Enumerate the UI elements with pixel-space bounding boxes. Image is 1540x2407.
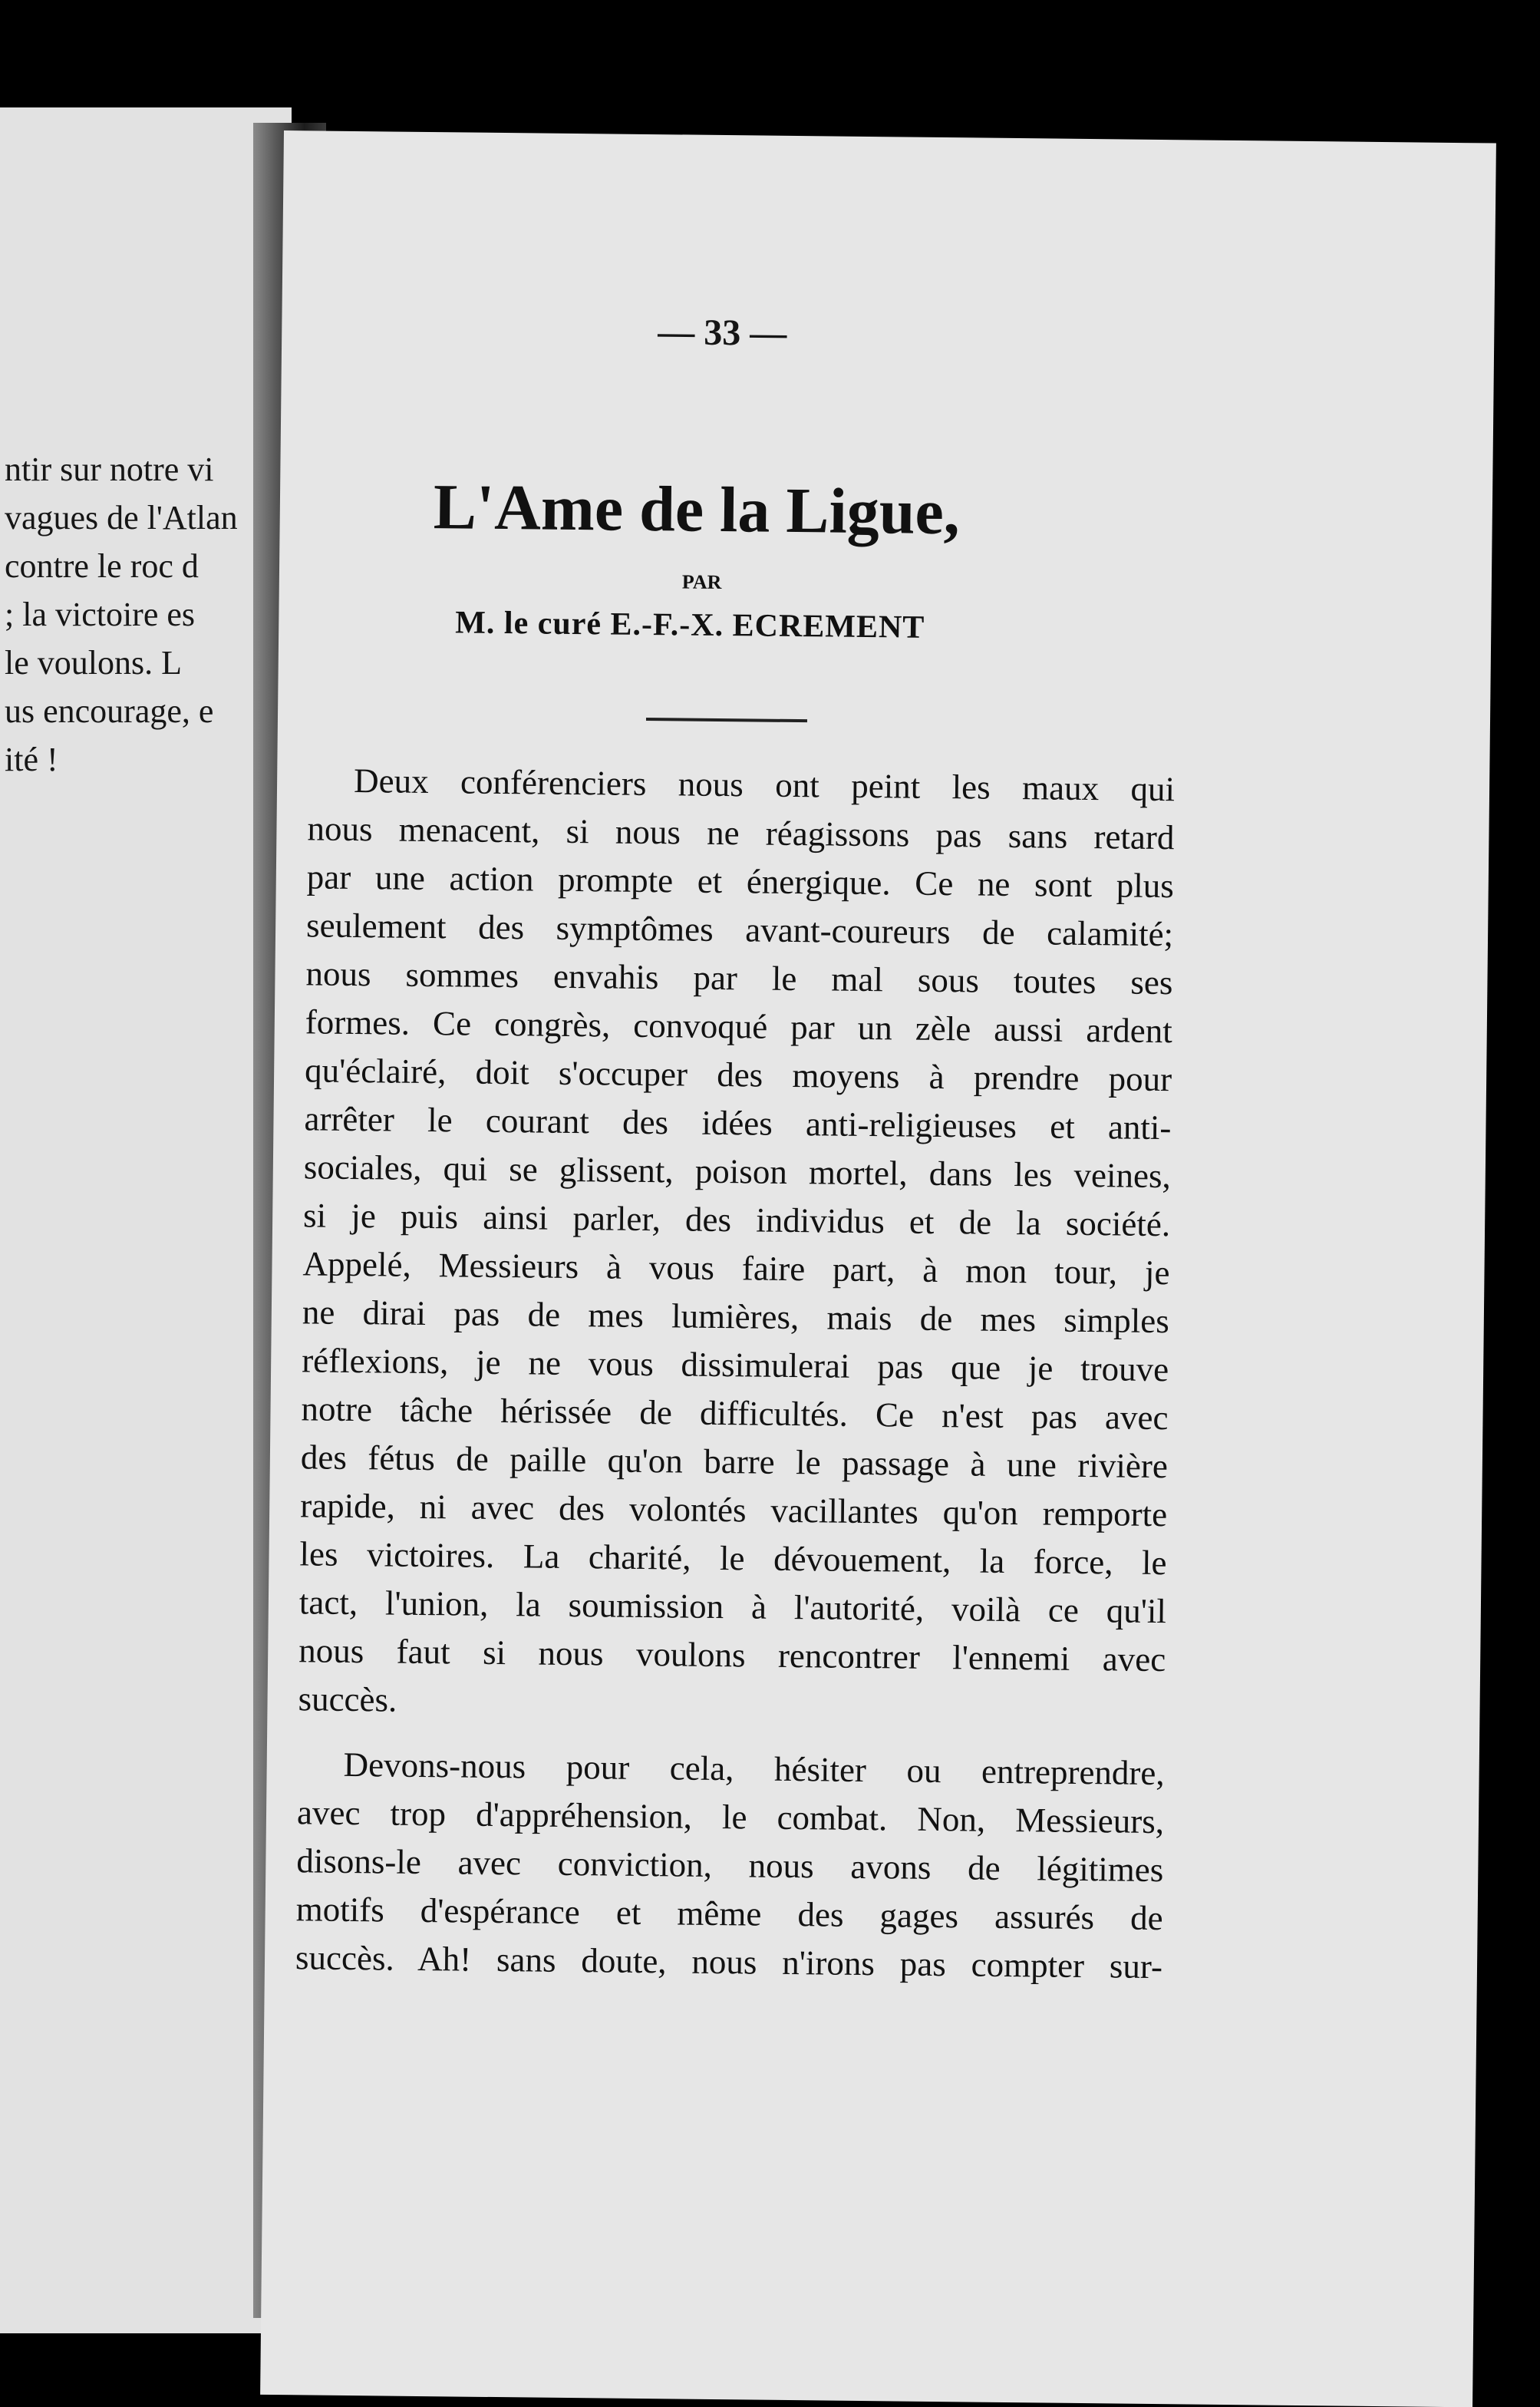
text-line: qu'éclairé, doit s'occuper des moyens à prendre pour — [304, 1051, 1172, 1099]
text-line: motifs d'espérance et même des gages assurés de — [295, 1890, 1163, 1938]
byline-par: PAR — [681, 570, 722, 594]
text-line: les victoires. La charité, le dévouement, la force, le — [299, 1534, 1167, 1583]
text-line: par une action prompte et énergique. Ce ne sont plus — [306, 857, 1175, 906]
text-line: succès. — [298, 1679, 397, 1719]
text-line: nous menacent, si nous ne réagissons pas sans retard — [307, 809, 1175, 857]
text-line: rapide, ni avec des volontés vacillantes qu'on remporte — [299, 1486, 1168, 1534]
text-line: sociales, qui se glissent, poison mortel, dans les veines, — [303, 1147, 1172, 1196]
separator-rule — [646, 718, 807, 722]
text-line: notre tâche hérissée de difficultés. Ce n'est pas avec — [301, 1389, 1169, 1438]
text-line: succès. Ah! sans doute, nous n'irons pas compter sur- — [295, 1938, 1163, 1986]
text-line: avec trop d'appréhension, le combat. Non, Messieurs, — [296, 1793, 1165, 1841]
text-line: arrêter le courant des idées anti-religieuses et anti- — [304, 1099, 1172, 1147]
left-line: vagues de l'Atlan — [5, 499, 238, 537]
page-number: — 33 — — [657, 312, 787, 354]
left-page-text — [5, 445, 265, 784]
body-text — [295, 756, 1176, 1991]
text-line: tact, l'union, la soumission à l'autorité, voilà ce qu'il — [298, 1583, 1167, 1631]
left-line: ntir sur notre vi — [5, 451, 214, 488]
left-line: contre le roc d — [5, 547, 199, 585]
author-name: M. le curé E.-F.-X. ECREMENT — [455, 605, 925, 645]
right-page — [260, 130, 1496, 2407]
text-line: seulement des symptômes avant-coureurs de calamité; — [305, 906, 1174, 954]
article-title: L'Ame de la Ligue, — [433, 471, 961, 549]
left-line: ; la victoire es — [5, 596, 196, 633]
left-line: ité ! — [5, 741, 58, 778]
text-line: nous sommes envahis par le mal sous toutes ses — [305, 954, 1173, 1002]
text-line: Deux conférenciers nous ont peint les maux qui — [353, 761, 1176, 809]
text-line: Appelé, Messieurs à vous faire part, à mon tour, je — [302, 1244, 1170, 1293]
text-line: disons-le avec conviction, nous avons de légitimes — [296, 1841, 1164, 1890]
text-line: des fétus de paille qu'on barre le passage à une rivière — [300, 1438, 1169, 1486]
text-line: formes. Ce congrès, convoqué par un zèle aussi ardent — [305, 1002, 1173, 1051]
left-line: us encourage, e — [5, 692, 214, 730]
text-line: ne dirai pas de mes lumières, mais de mes simples — [302, 1293, 1170, 1341]
left-line: le voulons. L — [5, 644, 182, 682]
text-line: si je puis ainsi parler, des individus et de la société. — [302, 1196, 1171, 1244]
text-line: nous faut si nous voulons rencontrer l'ennemi avec — [298, 1631, 1166, 1679]
text-line: réflexions, je ne vous dissimulerai pas que je trouve — [301, 1341, 1169, 1389]
left-page — [0, 107, 292, 2333]
text-line: Devons-nous pour cela, hésiter ou entreprendre, — [343, 1745, 1165, 1793]
